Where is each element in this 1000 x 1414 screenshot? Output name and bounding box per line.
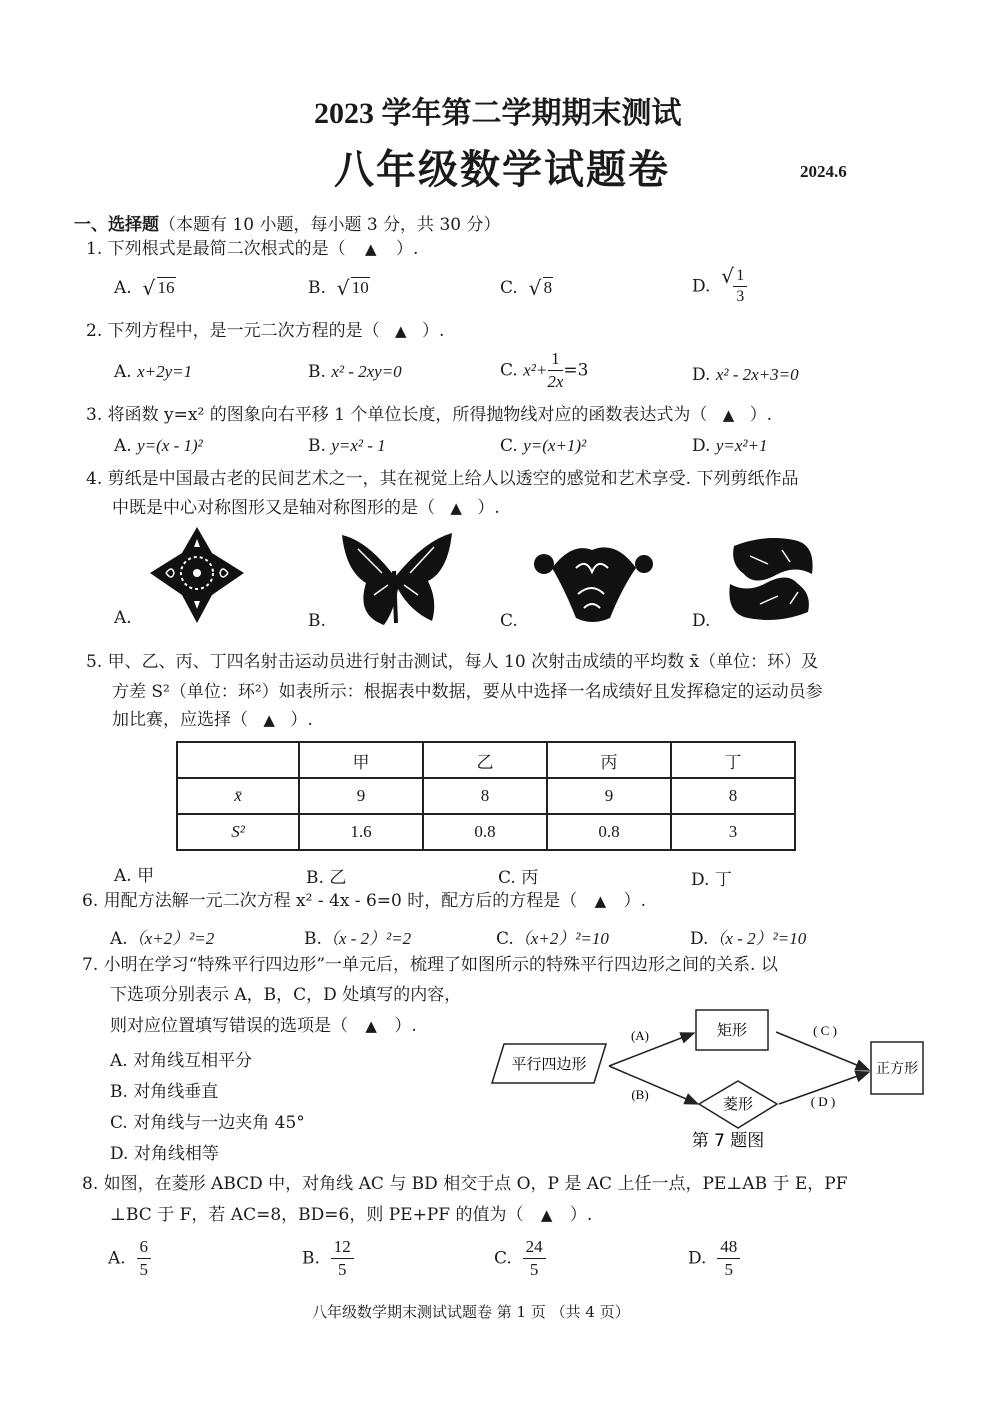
edge-label-c: ( C ) — [813, 1023, 837, 1038]
question-3-option-c: C. y=(x+1)² — [500, 436, 587, 456]
diagram-caption: 第 7 题图 — [691, 1131, 765, 1151]
rhombus-label: 菱形 — [722, 1095, 754, 1113]
question-3-option-a: A. y=(x - 1)² — [114, 436, 203, 456]
page-footer: 八年级数学期末测试试题卷 第 1 页 （共 4 页） — [312, 1303, 630, 1321]
answer-mark: ▲ — [365, 1017, 377, 1035]
question-3-option-b: B. y=x² - 1 — [308, 436, 386, 456]
question-2-option-a: A. x+2y=1 — [114, 362, 193, 382]
question-7-stem-line2: 下选项分别表示 A，B，C，D 处填写的内容， — [110, 985, 462, 1005]
question-6-option-b: B.（x - 2）²=2 — [304, 929, 412, 949]
exam-date: 2024.6 — [800, 162, 847, 181]
question-8-option-b: B. $\frac{12}{5}$ — [302, 1236, 354, 1281]
section-note: （本题有 10 小题，每小题 3 分，共 30 分） — [159, 215, 501, 235]
question-6-option-c: C.（x+2）²=10 — [496, 929, 609, 949]
question-6-option-a: A.（x+2）²=2 — [110, 929, 215, 949]
question-4-option-b: B. — [308, 611, 326, 631]
question-5-option-a: A. 甲 — [114, 866, 155, 886]
leaf-papercut-icon — [724, 534, 818, 624]
question-3-stem: 3. 将函数 y=x² 的图象向右平移 1 个单位长度，所得抛物线对应的函数表达式为（ ▲ ）. — [86, 405, 773, 425]
question-4-option-c: C. — [500, 611, 518, 631]
exam-subtitle: 八年级数学试题卷 — [334, 147, 670, 192]
question-5-stem-line1: 5. 甲、乙、丙、丁四名射击运动员进行射击测试，每人 10 次射击成绩的平均数 x̄（单位：环）及 — [86, 652, 819, 672]
question-8-stem-line1: 8. 如图，在菱形 ABCD 中，对角线 AC 与 BD 相交于点 O，P 是 AC 上任一点，PE⊥AB 于 E，PF — [82, 1174, 848, 1194]
rectangle-label: 矩形 — [716, 1021, 748, 1039]
question-4-option-a: A. — [114, 608, 132, 628]
question-5-option-b: B. 乙 — [306, 868, 347, 888]
table-header-row: 甲 乙 丙 丁 — [177, 742, 795, 778]
question-2-option-c: C. x²+ $\frac{1}{2x}$ =3 — [500, 349, 589, 391]
answer-mark: ▲ — [395, 322, 407, 340]
question-5-option-d: D. 丁 — [691, 870, 732, 890]
quadrilateral-relation-diagram — [488, 1000, 938, 1160]
answer-mark: ▲ — [722, 406, 735, 424]
question-1-option-d: D. √ $\frac{1}{3}$ — [692, 266, 747, 307]
question-5-stem-line3: 加比赛，应选择（ ▲ ）. — [112, 710, 313, 730]
question-8-option-c: C. $\frac{24}{5}$ — [494, 1236, 546, 1281]
question-7-option-b: B. 对角线垂直 — [110, 1082, 219, 1102]
question-4-option-d: D. — [692, 611, 711, 631]
parallelogram-label: 平行四边形 — [511, 1055, 587, 1073]
table-row: x̄ 9 8 9 8 — [177, 778, 795, 814]
exam-title: 2023 学年第二学期期末测试 — [314, 97, 682, 130]
answer-mark: ▲ — [263, 711, 275, 729]
butterfly-papercut-icon — [338, 531, 456, 627]
question-2-option-d: D. x² - 2x+3=0 — [692, 365, 799, 385]
question-8-option-a: A. $\frac{6}{5}$ — [108, 1236, 151, 1281]
question-1-option-c: C. √ 8 — [500, 278, 553, 298]
question-7-stem-line1: 7. 小明在学习“特殊平行四边形”一单元后，梳理了如图所示的特殊平行四边形之间的关系. 以 — [82, 955, 778, 975]
arrow-a — [609, 1033, 694, 1066]
question-7-stem-line3: 则对应位置填写错误的选项是（ ▲ ）. — [110, 1016, 417, 1036]
question-7-option-c: C. 对角线与一边夹角 45° — [110, 1113, 305, 1133]
diamond-papercut-icon — [146, 525, 248, 625]
answer-mark: ▲ — [540, 1206, 553, 1224]
arrow-b — [609, 1066, 698, 1104]
question-3-option-d: D. y=x²+1 — [692, 436, 768, 456]
question-1-option-a: A. √ 16 — [114, 278, 176, 298]
edge-label-a: (A) — [630, 1028, 650, 1043]
section-heading — [74, 210, 501, 235]
question-2-option-b: B. x² - 2xy=0 — [308, 362, 402, 382]
question-1-stem: 1. 下列根式是最简二次根式的是（ ▲ ）. — [86, 239, 419, 259]
question-6-stem: 6. 用配方法解一元二次方程 x² - 4x - 6=0 时，配方后的方程是（ ▲ ）. — [82, 891, 646, 911]
answer-mark: ▲ — [594, 892, 607, 910]
question-8-stem-line2: ⊥BC 于 F，若 AC=8，BD=6，则 PE+PF 的值为（ ▲ ）. — [110, 1205, 593, 1225]
question-4-stem-line2: 中既是中心对称图形又是轴对称图形的是（ ▲ ）. — [112, 498, 500, 518]
table-row: S² 1.6 0.8 0.8 3 — [177, 814, 795, 850]
question-1-option-b: B. √ 10 — [308, 278, 370, 298]
question-4-stem-line1: 4. 剪纸是中国最古老的民间艺术之一，其在视觉上给人以透空的感觉和艺术享受. 下列剪纸作品 — [86, 469, 799, 489]
question-7-option-a: A. 对角线互相平分 — [110, 1051, 253, 1071]
section-label: 一、选择题 — [74, 215, 159, 235]
answer-mark: ▲ — [365, 240, 377, 258]
flower-papercut-icon — [532, 538, 654, 624]
question-2-stem: 2. 下列方程中，是一元二次方程的是（ ▲ ）. — [86, 321, 445, 341]
edge-label-d: ( D ) — [810, 1094, 836, 1109]
question-7-option-d: D. 对角线相等 — [110, 1144, 219, 1164]
square-label: 正方形 — [876, 1061, 918, 1077]
question-5-option-c: C. 丙 — [498, 868, 539, 888]
question-5-stem-line2: 方差 S²（单位：环²）如表所示：根据表中数据，要从中选择一名成绩好且发挥稳定的运动员参 — [112, 682, 823, 702]
edge-label-b: (B) — [631, 1087, 649, 1102]
question-6-option-d: D.（x - 2）²=10 — [690, 929, 807, 949]
question-8-option-d: D. $\frac{48}{5}$ — [688, 1236, 740, 1281]
shooting-stats-table — [176, 741, 796, 851]
answer-mark: ▲ — [450, 499, 462, 517]
